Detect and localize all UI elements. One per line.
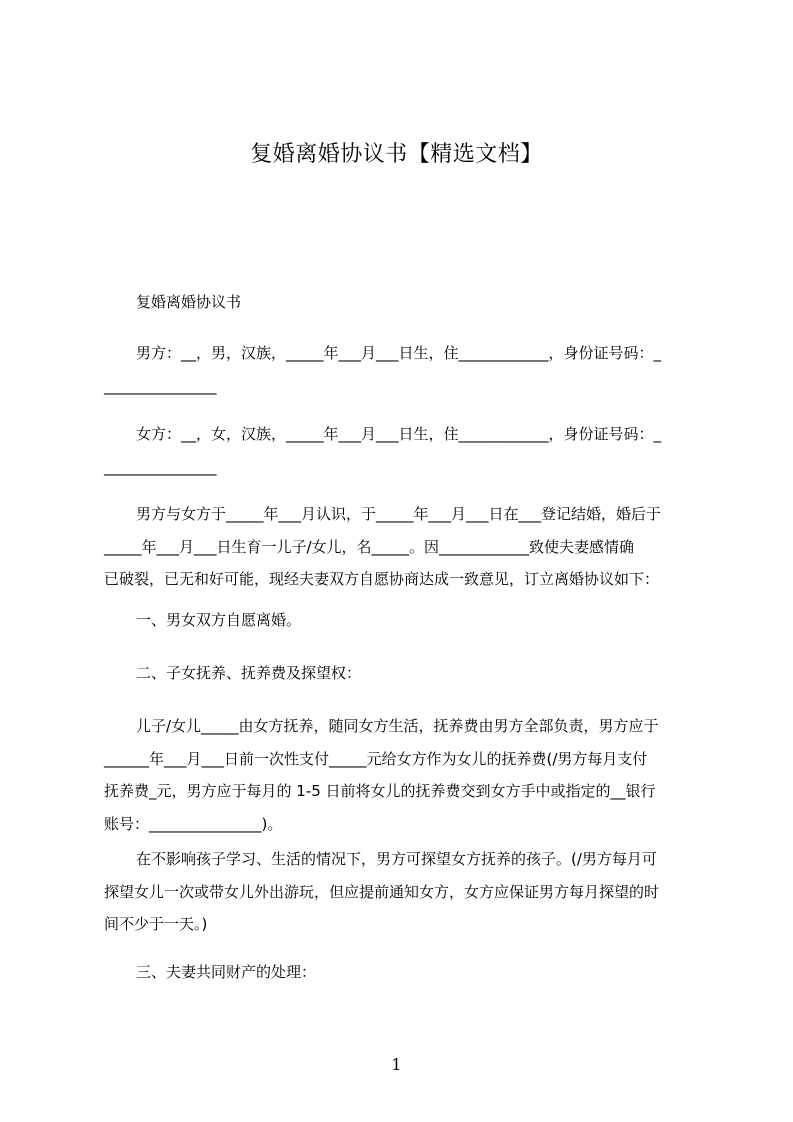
male-party-paragraph bbox=[104, 337, 702, 402]
male-party-line: _______________ bbox=[104, 376, 217, 395]
subtitle-text: 复婚离婚协议书 bbox=[136, 293, 242, 311]
clause-two-heading bbox=[104, 657, 734, 690]
document-title: 复婚离婚协议书【精选文档】 bbox=[250, 142, 543, 167]
background-line: _____年___月___日生育一儿子/女儿，名_____。因____________致使夫妻感情确 bbox=[104, 537, 635, 556]
female-party-line: 女方：__，女，汉族，_____年___月___日生，住____________，身份证号码：_ bbox=[136, 425, 662, 443]
document-subtitle bbox=[104, 286, 734, 319]
male-party-line: 男方：__，男，汉族，_____年___月___日生，住____________，身份证号码：_ bbox=[136, 344, 662, 362]
custody-line: 账号：_______________)。 bbox=[104, 814, 283, 833]
clause-one-text: 一、男女双方自愿离婚。 bbox=[136, 611, 302, 629]
female-party-paragraph bbox=[104, 418, 702, 483]
visitation-paragraph bbox=[104, 843, 702, 941]
clause-three-text: 三、夫妻共同财产的处理： bbox=[136, 963, 317, 981]
clause-one bbox=[104, 604, 734, 637]
female-party-line: _______________ bbox=[104, 457, 217, 476]
page-number: 1 bbox=[391, 1055, 402, 1074]
clause-two-text: 二、子女抚养、抚养费及探望权： bbox=[136, 664, 362, 682]
background-line: 男方与女方于_____年___月认识，于_____年___月___日在___登记结婚，婚后于 bbox=[136, 505, 662, 523]
custody-line: 儿子/女儿_____由女方抚养，随同女方生活，抚养费由男方全部负责，男方应于 bbox=[136, 717, 659, 735]
background-line: 已破裂，已无和好可能，现经夫妻双方自愿协商达成一致意见，订立离婚协议如下： bbox=[104, 570, 660, 588]
background-paragraph bbox=[104, 498, 702, 596]
custody-line: ______年___月___日前一次性支付_____元给女方作为女儿的抚养费(/男方每月支付 bbox=[104, 749, 648, 768]
visitation-line: 间不少于一天。) bbox=[104, 915, 208, 933]
custody-line: 抚养费_元，男方应于每月的 1-5 日前将女儿的抚养费交到女方手中或指定的__银行 bbox=[104, 782, 656, 800]
clause-three-heading bbox=[104, 956, 734, 989]
custody-paragraph bbox=[104, 710, 702, 840]
visitation-line: 探望女儿一次或带女儿外出游玩，但应提前通知女方，女方应保证男方每月探望的时 bbox=[104, 882, 660, 901]
visitation-line: 在不影响孩子学习、生活的情况下，男方可探望女方抚养的孩子。(/男方每月可 bbox=[136, 850, 657, 868]
